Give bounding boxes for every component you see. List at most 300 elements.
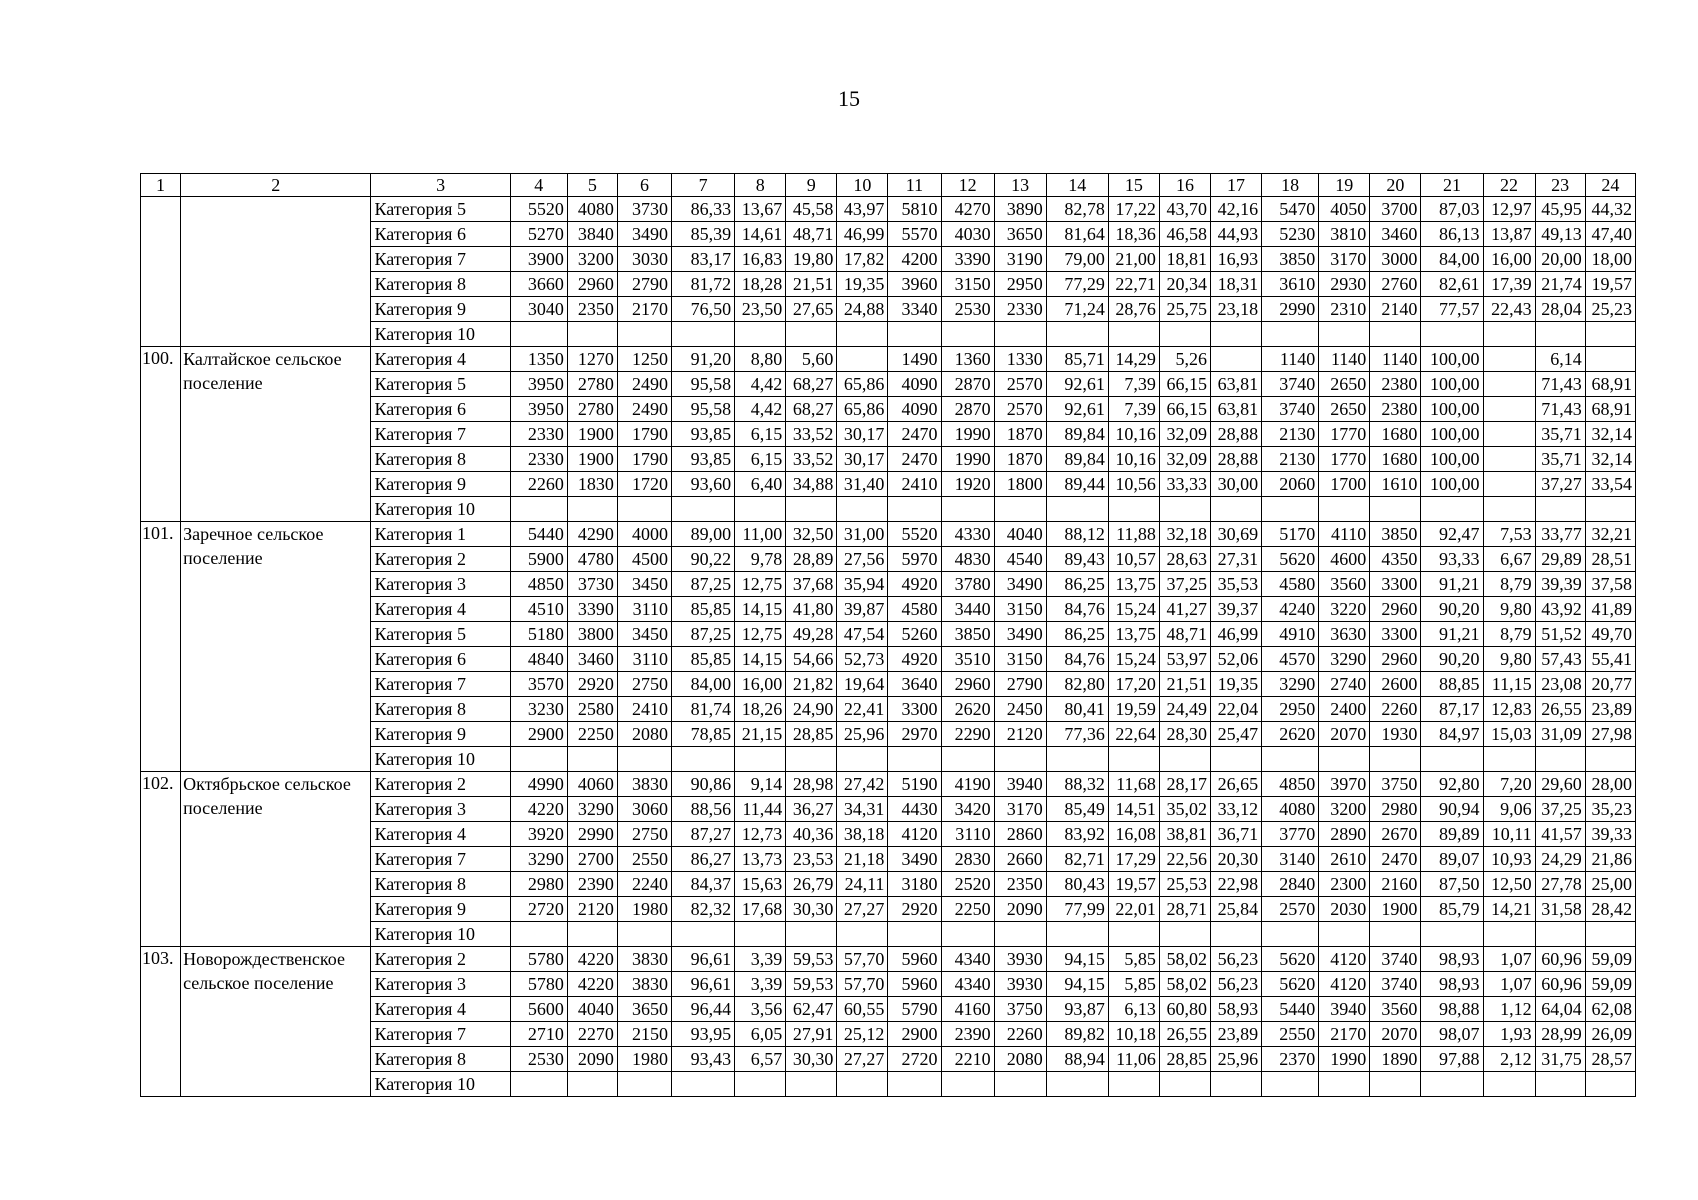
table-cell: 89,44 [1046, 472, 1108, 497]
column-header-14: 14 [1046, 174, 1108, 197]
column-header-23: 23 [1535, 174, 1585, 197]
table-cell: 2490 [617, 397, 671, 422]
table-cell: 18,31 [1211, 272, 1262, 297]
table-cell: 2570 [994, 397, 1046, 422]
table-cell: 2,12 [1483, 1047, 1535, 1072]
table-cell: 52,06 [1211, 647, 1262, 672]
table-cell [941, 497, 994, 522]
category-label: Категория 10 [371, 497, 510, 522]
table-cell: 11,15 [1483, 672, 1535, 697]
table-cell: 2990 [1262, 297, 1319, 322]
table-cell: 10,57 [1108, 547, 1159, 572]
table-cell: 57,70 [837, 972, 888, 997]
table-cell: 3060 [617, 797, 671, 822]
table-cell: 4290 [567, 522, 617, 547]
table-cell: 63,81 [1211, 372, 1262, 397]
table-cell: 41,80 [786, 597, 837, 622]
table-cell [1483, 322, 1535, 347]
table-cell: 2370 [1262, 1047, 1319, 1072]
table-cell: 93,87 [1046, 997, 1108, 1022]
table-cell: 2570 [994, 372, 1046, 397]
table-cell: 2570 [1262, 897, 1319, 922]
table-cell: 3490 [888, 847, 941, 872]
table-cell: 2260 [1370, 697, 1421, 722]
table-cell: 91,21 [1421, 572, 1483, 597]
table-cell: 60,96 [1535, 947, 1585, 972]
category-label: Категория 7 [371, 422, 510, 447]
table-cell: 28,88 [1211, 422, 1262, 447]
table-cell [1535, 922, 1585, 947]
table-cell: 1980 [617, 1047, 671, 1072]
table-body [141, 197, 1636, 1097]
table-cell: 3450 [617, 622, 671, 647]
table-cell: 93,33 [1421, 547, 1483, 572]
table-cell: 1920 [941, 472, 994, 497]
table-cell: 3830 [617, 972, 671, 997]
settlement-name: Заречное сельское поселение [181, 522, 371, 772]
table-cell: 25,00 [1585, 872, 1635, 897]
table-cell: 16,00 [1483, 247, 1535, 272]
table-cell: 2780 [567, 397, 617, 422]
table-cell: 3850 [1370, 522, 1421, 547]
category-label: Категория 7 [371, 847, 510, 872]
table-cell: 15,03 [1483, 722, 1535, 747]
table-cell: 3140 [1262, 847, 1319, 872]
table-cell: 49,28 [786, 622, 837, 647]
table-cell: 14,51 [1108, 797, 1159, 822]
table-cell: 86,33 [672, 197, 735, 222]
table-cell: 4830 [941, 547, 994, 572]
table-cell: 12,75 [735, 572, 786, 597]
table-cell: 100,00 [1421, 372, 1483, 397]
table-cell: 1720 [617, 472, 671, 497]
table-cell: 89,89 [1421, 822, 1483, 847]
table-cell [1319, 922, 1370, 947]
table-cell: 2380 [1370, 372, 1421, 397]
table-cell [1262, 322, 1319, 347]
table-cell [617, 922, 671, 947]
table-cell: 4270 [941, 197, 994, 222]
table-cell [672, 1072, 735, 1097]
column-header-11: 11 [888, 174, 941, 197]
table-cell: 89,00 [672, 522, 735, 547]
table-cell: 11,68 [1108, 772, 1159, 797]
table-cell [1319, 1072, 1370, 1097]
table-cell: 13,75 [1108, 622, 1159, 647]
table-cell: 89,84 [1046, 447, 1108, 472]
table-cell: 2170 [1319, 1022, 1370, 1047]
table-cell: 6,14 [1535, 347, 1585, 372]
column-header-18: 18 [1262, 174, 1319, 197]
table-cell: 3740 [1370, 947, 1421, 972]
table-cell: 68,27 [786, 372, 837, 397]
table-cell: 3840 [567, 222, 617, 247]
table-cell: 3920 [510, 822, 567, 847]
table-cell: 22,71 [1108, 272, 1159, 297]
table-cell: 84,00 [1421, 247, 1483, 272]
table-cell: 2330 [510, 447, 567, 472]
table-cell: 3450 [617, 572, 671, 597]
table-cell: 3850 [1262, 247, 1319, 272]
category-label: Категория 8 [371, 872, 510, 897]
table-cell: 57,70 [837, 947, 888, 972]
table-cell: 2650 [1319, 372, 1370, 397]
table-cell: 68,27 [786, 397, 837, 422]
table-cell: 77,57 [1421, 297, 1483, 322]
table-cell: 2090 [994, 897, 1046, 922]
table-cell: 35,02 [1159, 797, 1210, 822]
table-cell: 79,00 [1046, 247, 1108, 272]
table-cell: 85,39 [672, 222, 735, 247]
table-cell: 3630 [1319, 622, 1370, 647]
table-cell [941, 747, 994, 772]
table-cell: 1680 [1370, 447, 1421, 472]
table-cell: 9,80 [1483, 647, 1535, 672]
table-cell: 26,65 [1211, 772, 1262, 797]
table-cell [1535, 497, 1585, 522]
table-cell: 1680 [1370, 422, 1421, 447]
table-cell: 15,24 [1108, 597, 1159, 622]
table-cell: 20,77 [1585, 672, 1635, 697]
table-cell: 30,30 [786, 1047, 837, 1072]
table-cell: 14,15 [735, 647, 786, 672]
category-label: Категория 6 [371, 222, 510, 247]
settlement-number [141, 197, 181, 347]
table-cell: 2260 [994, 1022, 1046, 1047]
table-cell: 2030 [1319, 897, 1370, 922]
table-cell [1483, 347, 1535, 372]
category-label: Категория 3 [371, 797, 510, 822]
category-label: Категория 2 [371, 772, 510, 797]
table-cell [510, 922, 567, 947]
category-label: Категория 4 [371, 822, 510, 847]
table-cell: 4990 [510, 772, 567, 797]
table-cell: 6,13 [1108, 997, 1159, 1022]
table-cell [567, 1072, 617, 1097]
table-cell: 2120 [994, 722, 1046, 747]
table-cell: 35,94 [837, 572, 888, 597]
table-cell [617, 1072, 671, 1097]
table-cell: 3900 [510, 247, 567, 272]
table-cell: 31,58 [1535, 897, 1585, 922]
table-cell: 5970 [888, 547, 941, 572]
table-cell: 35,53 [1211, 572, 1262, 597]
table-cell: 2260 [510, 472, 567, 497]
table-cell [1421, 497, 1483, 522]
table-cell: 44,32 [1585, 197, 1635, 222]
table-cell: 1990 [1319, 1047, 1370, 1072]
table-cell: 90,94 [1421, 797, 1483, 822]
table-cell: 41,27 [1159, 597, 1210, 622]
table-cell: 7,39 [1108, 397, 1159, 422]
table-cell: 31,40 [837, 472, 888, 497]
table-cell: 54,66 [786, 647, 837, 672]
table-cell: 7,39 [1108, 372, 1159, 397]
table-cell [1262, 922, 1319, 947]
table-cell [888, 322, 941, 347]
table-cell: 1700 [1319, 472, 1370, 497]
table-cell: 2330 [994, 297, 1046, 322]
table-cell [1319, 322, 1370, 347]
table-cell: 2600 [1370, 672, 1421, 697]
table-cell: 2530 [941, 297, 994, 322]
table-cell: 4570 [1262, 647, 1319, 672]
category-label: Категория 3 [371, 572, 510, 597]
table-cell: 48,71 [786, 222, 837, 247]
table-cell: 18,00 [1585, 247, 1635, 272]
table-cell [1319, 747, 1370, 772]
table-cell: 3560 [1370, 997, 1421, 1022]
table-cell: 30,17 [837, 447, 888, 472]
table-row [141, 347, 1636, 372]
table-cell: 8,80 [735, 347, 786, 372]
table-cell: 2930 [1319, 272, 1370, 297]
table-cell: 39,39 [1535, 572, 1585, 597]
table-cell [1421, 322, 1483, 347]
table-cell: 1870 [994, 447, 1046, 472]
table-cell: 19,57 [1108, 872, 1159, 897]
table-cell: 3730 [617, 197, 671, 222]
table-cell: 25,75 [1159, 297, 1210, 322]
table-cell: 3420 [941, 797, 994, 822]
table-cell: 25,84 [1211, 897, 1262, 922]
table-cell: 2710 [510, 1022, 567, 1047]
table-cell: 3390 [567, 597, 617, 622]
table-cell [735, 322, 786, 347]
table-cell: 59,09 [1585, 947, 1635, 972]
table-cell: 1,93 [1483, 1022, 1535, 1047]
category-label: Категория 7 [371, 672, 510, 697]
table-cell: 82,61 [1421, 272, 1483, 297]
table-cell [786, 747, 837, 772]
table-cell: 4120 [888, 822, 941, 847]
table-cell: 98,93 [1421, 947, 1483, 972]
table-cell: 3560 [1319, 572, 1370, 597]
table-cell: 14,21 [1483, 897, 1535, 922]
table-cell [994, 322, 1046, 347]
table-cell: 4350 [1370, 547, 1421, 572]
table-cell: 3490 [994, 572, 1046, 597]
table-cell: 45,95 [1535, 197, 1585, 222]
category-label: Категория 1 [371, 522, 510, 547]
table-cell [1483, 747, 1535, 772]
table-row [141, 197, 1636, 222]
table-cell: 3490 [617, 222, 671, 247]
table-cell: 38,18 [837, 822, 888, 847]
settlement-number: 102. [141, 772, 181, 947]
table-cell: 1490 [888, 347, 941, 372]
table-cell: 47,40 [1585, 222, 1635, 247]
category-label: Категория 2 [371, 947, 510, 972]
table-cell: 28,85 [1159, 1047, 1210, 1072]
table-cell: 92,47 [1421, 522, 1483, 547]
table-cell: 22,98 [1211, 872, 1262, 897]
table-cell: 24,88 [837, 297, 888, 322]
table-cell: 87,03 [1421, 197, 1483, 222]
table-cell: 3170 [1319, 247, 1370, 272]
table-cell: 4060 [567, 772, 617, 797]
table-cell: 3510 [941, 647, 994, 672]
table-cell: 19,64 [837, 672, 888, 697]
table-cell: 18,81 [1159, 247, 1210, 272]
table-cell: 39,87 [837, 597, 888, 622]
table-cell: 96,61 [672, 947, 735, 972]
table-cell: 5620 [1262, 947, 1319, 972]
table-cell: 2450 [994, 697, 1046, 722]
table-cell: 20,34 [1159, 272, 1210, 297]
table-cell: 20,00 [1535, 247, 1585, 272]
table-cell: 93,85 [672, 447, 735, 472]
table-cell: 3930 [994, 972, 1046, 997]
table-cell: 5170 [1262, 522, 1319, 547]
table-cell: 37,25 [1159, 572, 1210, 597]
table-cell: 25,47 [1211, 722, 1262, 747]
table-cell: 57,43 [1535, 647, 1585, 672]
table-cell: 71,43 [1535, 372, 1585, 397]
table-cell: 37,25 [1535, 797, 1585, 822]
table-cell: 41,89 [1585, 597, 1635, 622]
table-cell: 93,95 [672, 1022, 735, 1047]
table-cell: 3290 [510, 847, 567, 872]
table-cell [1046, 922, 1108, 947]
table-cell: 3300 [1370, 572, 1421, 597]
table-cell: 84,76 [1046, 647, 1108, 672]
table-cell: 4540 [994, 547, 1046, 572]
table-cell: 5440 [510, 522, 567, 547]
table-cell: 2700 [567, 847, 617, 872]
table-cell: 23,50 [735, 297, 786, 322]
table-cell: 26,55 [1159, 1022, 1210, 1047]
table-cell: 49,70 [1585, 622, 1635, 647]
table-cell: 1870 [994, 422, 1046, 447]
table-cell: 3970 [1319, 772, 1370, 797]
table-cell: 16,83 [735, 247, 786, 272]
table-cell [1108, 322, 1159, 347]
table-cell: 27,56 [837, 547, 888, 572]
table-cell: 21,82 [786, 672, 837, 697]
table-cell: 96,61 [672, 972, 735, 997]
category-label: Категория 7 [371, 247, 510, 272]
table-cell: 5190 [888, 772, 941, 797]
table-cell: 34,31 [837, 797, 888, 822]
table-cell: 90,20 [1421, 647, 1483, 672]
table-cell: 24,29 [1535, 847, 1585, 872]
table-cell: 1610 [1370, 472, 1421, 497]
table-cell: 19,59 [1108, 697, 1159, 722]
table-cell: 39,37 [1211, 597, 1262, 622]
column-header-19: 19 [1319, 174, 1370, 197]
table-cell: 49,13 [1535, 222, 1585, 247]
table-cell: 65,86 [837, 397, 888, 422]
table-cell: 1790 [617, 447, 671, 472]
table-cell: 2530 [510, 1047, 567, 1072]
table-cell: 3,39 [735, 947, 786, 972]
table-cell: 3290 [1262, 672, 1319, 697]
table-cell: 33,54 [1585, 472, 1635, 497]
table-cell [672, 922, 735, 947]
table-cell: 85,49 [1046, 797, 1108, 822]
table-cell: 4850 [1262, 772, 1319, 797]
column-header-9: 9 [786, 174, 837, 197]
table-cell: 34,88 [786, 472, 837, 497]
table-cell: 5620 [1262, 972, 1319, 997]
table-cell: 11,44 [735, 797, 786, 822]
category-label: Категория 10 [371, 922, 510, 947]
table-cell: 2330 [510, 422, 567, 447]
table-cell: 16,00 [735, 672, 786, 697]
table-cell: 2920 [888, 897, 941, 922]
settlement-name: Новорождественское сельское поселение [181, 947, 371, 1097]
table-cell: 33,52 [786, 422, 837, 447]
table-cell: 87,50 [1421, 872, 1483, 897]
table-cell [888, 497, 941, 522]
table-cell: 71,24 [1046, 297, 1108, 322]
table-row [141, 772, 1636, 797]
table-cell: 2550 [1262, 1022, 1319, 1047]
table-cell: 3180 [888, 872, 941, 897]
table-cell: 4920 [888, 647, 941, 672]
table-cell: 4840 [510, 647, 567, 672]
table-cell: 88,94 [1046, 1047, 1108, 1072]
table-cell: 3830 [617, 947, 671, 972]
table-cell: 3030 [617, 247, 671, 272]
table-cell: 98,93 [1421, 972, 1483, 997]
table-cell: 4240 [1262, 597, 1319, 622]
table-cell: 21,51 [1159, 672, 1210, 697]
table-cell: 5,85 [1108, 972, 1159, 997]
table-cell: 1990 [941, 447, 994, 472]
table-cell: 4850 [510, 572, 567, 597]
table-cell: 1350 [510, 347, 567, 372]
table-cell: 5270 [510, 222, 567, 247]
column-header-15: 15 [1108, 174, 1159, 197]
table-cell: 3770 [1262, 822, 1319, 847]
table-cell: 94,15 [1046, 972, 1108, 997]
table-cell: 2140 [1370, 297, 1421, 322]
table-cell: 10,93 [1483, 847, 1535, 872]
table-cell: 87,25 [672, 572, 735, 597]
table-cell: 2830 [941, 847, 994, 872]
table-cell: 5780 [510, 972, 567, 997]
category-label: Категория 5 [371, 197, 510, 222]
table-cell: 32,14 [1585, 422, 1635, 447]
table-cell: 10,16 [1108, 422, 1159, 447]
table-cell [1370, 497, 1421, 522]
table-cell: 3960 [888, 272, 941, 297]
table-cell: 81,72 [672, 272, 735, 297]
table-cell: 81,74 [672, 697, 735, 722]
column-header-17: 17 [1211, 174, 1262, 197]
table-cell: 3750 [994, 997, 1046, 1022]
table-cell: 4090 [888, 372, 941, 397]
table-cell: 96,44 [672, 997, 735, 1022]
table-cell: 24,49 [1159, 697, 1210, 722]
table-cell: 24,11 [837, 872, 888, 897]
table-cell: 62,08 [1585, 997, 1635, 1022]
table-cell: 6,15 [735, 447, 786, 472]
statistics-table [140, 173, 1636, 1097]
table-cell: 4580 [1262, 572, 1319, 597]
column-header-13: 13 [994, 174, 1046, 197]
table-cell: 2790 [617, 272, 671, 297]
table-cell: 27,98 [1585, 722, 1635, 747]
table-cell: 1360 [941, 347, 994, 372]
table-cell: 17,22 [1108, 197, 1159, 222]
table-cell: 28,76 [1108, 297, 1159, 322]
table-cell: 52,73 [837, 647, 888, 672]
table-cell: 30,30 [786, 897, 837, 922]
table-cell [735, 747, 786, 772]
